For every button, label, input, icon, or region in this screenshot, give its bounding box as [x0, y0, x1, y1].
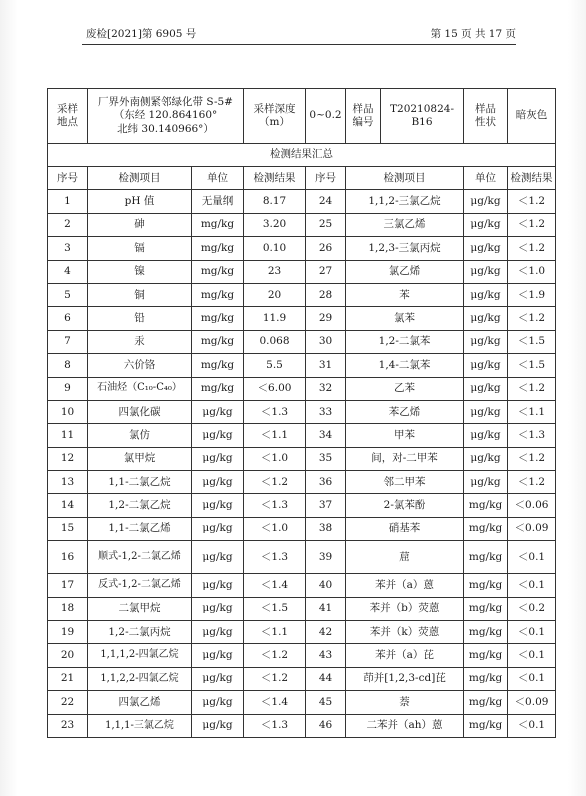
test-item: 苯并（a）蒽	[346, 574, 464, 597]
col-header-no-1: 序号	[48, 167, 88, 190]
test-item: 萘	[346, 691, 464, 714]
table-row	[48, 447, 556, 470]
unit: mg/kg	[464, 691, 508, 714]
result: ＜1.0	[508, 260, 556, 283]
row-number: 46	[306, 714, 346, 737]
test-item: 铜	[88, 283, 192, 306]
table-row	[48, 260, 556, 283]
test-item: 1,2-二氯乙烷	[88, 494, 192, 517]
result: ＜1.2	[508, 447, 556, 470]
test-item: 氯甲烷	[88, 447, 192, 470]
table-row	[48, 400, 556, 423]
row-number: 11	[48, 424, 88, 447]
test-item: 1,1,1,2-四氯乙烷	[88, 644, 192, 667]
test-item: 四氯化碳	[88, 400, 192, 423]
result: ＜1.0	[244, 517, 306, 540]
row-number: 5	[48, 283, 88, 306]
row-number: 6	[48, 307, 88, 330]
test-item: 汞	[88, 330, 192, 353]
unit: mg/kg	[192, 237, 244, 260]
sample-number-label: 样品 编号	[346, 89, 381, 143]
row-number: 2	[48, 213, 88, 236]
result: ＜1.2	[508, 377, 556, 400]
test-item: 铅	[88, 307, 192, 330]
page-info: 第 15 页 共 17 页	[430, 28, 516, 40]
unit: μg/kg	[464, 237, 508, 260]
table-row	[48, 354, 556, 377]
page-header	[86, 26, 516, 41]
result: ＜1.2	[508, 237, 556, 260]
table-row	[48, 190, 556, 213]
unit: mg/kg	[464, 597, 508, 620]
test-item: 邻二甲苯	[346, 471, 464, 494]
table-row	[48, 597, 556, 620]
row-number: 14	[48, 494, 88, 517]
test-item: 氯苯	[346, 307, 464, 330]
unit: μg/kg	[192, 714, 244, 737]
result: ＜1.2	[508, 471, 556, 494]
result: ＜1.2	[244, 667, 306, 690]
test-item: 1,2,3-三氯丙烷	[346, 237, 464, 260]
unit: μg/kg	[192, 400, 244, 423]
row-number: 23	[48, 714, 88, 737]
row-number: 43	[306, 644, 346, 667]
table-row	[48, 541, 556, 574]
unit: μg/kg	[192, 597, 244, 620]
sample-number-cell	[346, 89, 464, 144]
row-number: 20	[48, 644, 88, 667]
result: 23	[244, 260, 306, 283]
row-number: 17	[48, 574, 88, 597]
result: ＜1.1	[244, 621, 306, 644]
row-number: 24	[306, 190, 346, 213]
result: 5.5	[244, 354, 306, 377]
row-number: 15	[48, 517, 88, 540]
row-number: 8	[48, 354, 88, 377]
result: ＜1.2	[244, 471, 306, 494]
result: ＜0.06	[508, 494, 556, 517]
result: ＜0.09	[508, 691, 556, 714]
row-number: 12	[48, 447, 88, 470]
result: 3.20	[244, 213, 306, 236]
table-row	[48, 237, 556, 260]
result: 0.10	[244, 237, 306, 260]
unit: μg/kg	[464, 307, 508, 330]
test-item: 苯	[346, 283, 464, 306]
unit: mg/kg	[464, 667, 508, 690]
row-number: 29	[306, 307, 346, 330]
test-item: 䓛	[346, 541, 464, 574]
unit: μg/kg	[192, 424, 244, 447]
row-number: 39	[306, 541, 346, 574]
test-item: 1,1,2,2-四氯乙烷	[88, 667, 192, 690]
row-number: 21	[48, 667, 88, 690]
unit: mg/kg	[192, 330, 244, 353]
report-number: 废检[2021]第 6905 号	[86, 28, 197, 40]
test-item: 1,1,1-三氯乙烷	[88, 714, 192, 737]
test-item: 氯乙烯	[346, 260, 464, 283]
table-row	[48, 213, 556, 236]
result: ＜1.2	[508, 190, 556, 213]
unit: μg/kg	[192, 517, 244, 540]
unit: μg/kg	[192, 621, 244, 644]
result: ＜1.3	[244, 714, 306, 737]
table-row	[48, 377, 556, 400]
unit: mg/kg	[192, 354, 244, 377]
unit: mg/kg	[464, 541, 508, 574]
unit: μg/kg	[192, 541, 244, 574]
unit: μg/kg	[192, 494, 244, 517]
test-item: 三氯乙烯	[346, 213, 464, 236]
result: ＜1.2	[508, 307, 556, 330]
test-item: pH 值	[88, 190, 192, 213]
sample-info-row	[48, 89, 556, 144]
table-row	[48, 494, 556, 517]
unit: μg/kg	[464, 400, 508, 423]
result: ＜0.1	[508, 644, 556, 667]
results-table	[47, 88, 556, 738]
unit: μg/kg	[464, 330, 508, 353]
test-item: 镉	[88, 237, 192, 260]
test-item: 甲苯	[346, 424, 464, 447]
test-item: 二苯并（ah）蒽	[346, 714, 464, 737]
unit: mg/kg	[464, 574, 508, 597]
result: ＜1.5	[508, 330, 556, 353]
result: ＜6.00	[244, 377, 306, 400]
col-header-item-2: 检测项目	[346, 167, 464, 190]
result: 20	[244, 283, 306, 306]
result: ＜1.1	[508, 400, 556, 423]
site-value: 厂界外南侧紧邻绿化带 S-5# （东经 120.864160° 北纬 30.140966°）	[88, 89, 244, 144]
row-number: 10	[48, 400, 88, 423]
test-item: 苯并（k）荧蒽	[346, 621, 464, 644]
result: 8.17	[244, 190, 306, 213]
result: ＜1.1	[244, 424, 306, 447]
result: ＜1.5	[508, 354, 556, 377]
result: ＜1.3	[244, 541, 306, 574]
unit: mg/kg	[464, 517, 508, 540]
row-number: 32	[306, 377, 346, 400]
row-number: 3	[48, 237, 88, 260]
result: ＜0.1	[508, 667, 556, 690]
result: 11.9	[244, 307, 306, 330]
test-item: 1,1-二氯乙烯	[88, 517, 192, 540]
unit: μg/kg	[464, 377, 508, 400]
test-item: 间，对-二甲苯	[346, 447, 464, 470]
row-number: 16	[48, 541, 88, 574]
unit: μg/kg	[464, 213, 508, 236]
unit: μg/kg	[464, 283, 508, 306]
row-number: 13	[48, 471, 88, 494]
site-label: 采样 地点	[48, 89, 88, 144]
unit: μg/kg	[192, 447, 244, 470]
result: ＜0.2	[508, 597, 556, 620]
test-item: 氯仿	[88, 424, 192, 447]
result: ＜0.1	[508, 574, 556, 597]
test-item: 苯并（b）荧蒽	[346, 597, 464, 620]
table-row	[48, 471, 556, 494]
row-number: 1	[48, 190, 88, 213]
table-row	[48, 283, 556, 306]
row-number: 37	[306, 494, 346, 517]
summary-title-row	[48, 144, 556, 167]
unit: 无量纲	[192, 190, 244, 213]
unit: μg/kg	[192, 644, 244, 667]
summary-title: 检测结果汇总	[48, 144, 556, 167]
unit: μg/kg	[464, 424, 508, 447]
sample-number-value: T20210824-B16	[390, 102, 455, 128]
table-row	[48, 621, 556, 644]
row-number: 27	[306, 260, 346, 283]
result: ＜1.5	[244, 597, 306, 620]
test-item: 硝基苯	[346, 517, 464, 540]
table-row	[48, 644, 556, 667]
row-number: 35	[306, 447, 346, 470]
row-number: 7	[48, 330, 88, 353]
row-number: 18	[48, 597, 88, 620]
test-item: 1,2-二氯丙烷	[88, 621, 192, 644]
nature-label: 样品 性状	[464, 89, 508, 144]
unit: μg/kg	[192, 574, 244, 597]
result: ＜1.2	[508, 213, 556, 236]
result: ＜0.1	[508, 621, 556, 644]
test-item: 二氯甲烷	[88, 597, 192, 620]
unit: μg/kg	[192, 667, 244, 690]
test-item: 四氯乙烯	[88, 691, 192, 714]
test-item: 六价铬	[88, 354, 192, 377]
result: ＜1.4	[244, 574, 306, 597]
unit: μg/kg	[192, 691, 244, 714]
test-item: 石油烃（C₁₀-C₄₀）	[88, 377, 192, 400]
test-item: 苯乙烯	[346, 400, 464, 423]
test-item: 乙苯	[346, 377, 464, 400]
unit: μg/kg	[464, 190, 508, 213]
unit: mg/kg	[464, 714, 508, 737]
row-number: 4	[48, 260, 88, 283]
table-row	[48, 667, 556, 690]
test-item: 1,4-二氯苯	[346, 354, 464, 377]
test-item: 顺式-1,2-二氯乙烯	[88, 541, 192, 574]
row-number: 28	[306, 283, 346, 306]
unit: μg/kg	[464, 471, 508, 494]
col-header-unit-2: 单位	[464, 167, 508, 190]
column-header-row	[48, 167, 556, 190]
test-item: 2-氯苯酚	[346, 494, 464, 517]
table-row	[48, 714, 556, 737]
result: ＜1.3	[244, 400, 306, 423]
result: ＜1.3	[508, 424, 556, 447]
unit: mg/kg	[192, 377, 244, 400]
row-number: 42	[306, 621, 346, 644]
result: ＜0.1	[508, 714, 556, 737]
unit: μg/kg	[464, 260, 508, 283]
header-divider	[82, 44, 516, 45]
row-number: 25	[306, 213, 346, 236]
depth-label: 采样深度 （m）	[244, 89, 306, 144]
test-item: 苯并（a）芘	[346, 644, 464, 667]
row-number: 22	[48, 691, 88, 714]
result: ＜1.0	[244, 447, 306, 470]
row-number: 9	[48, 377, 88, 400]
row-number: 41	[306, 597, 346, 620]
unit: μg/kg	[192, 471, 244, 494]
result: ＜1.9	[508, 283, 556, 306]
table-row	[48, 424, 556, 447]
col-header-result-2: 检测结果	[508, 167, 556, 190]
row-number: 26	[306, 237, 346, 260]
test-item: 砷	[88, 213, 192, 236]
unit: mg/kg	[464, 621, 508, 644]
unit: mg/kg	[464, 494, 508, 517]
result: ＜0.1	[508, 541, 556, 574]
col-header-result-1: 检测结果	[244, 167, 306, 190]
row-number: 40	[306, 574, 346, 597]
unit: mg/kg	[192, 213, 244, 236]
test-item: 1,1-二氯乙烷	[88, 471, 192, 494]
col-header-item-1: 检测项目	[88, 167, 192, 190]
unit: μg/kg	[464, 447, 508, 470]
row-number: 19	[48, 621, 88, 644]
col-header-no-2: 序号	[306, 167, 346, 190]
unit: μg/kg	[464, 354, 508, 377]
table-row	[48, 517, 556, 540]
result: ＜1.4	[244, 691, 306, 714]
result: ＜1.3	[244, 494, 306, 517]
test-item: 1,2-二氯苯	[346, 330, 464, 353]
result: ＜0.09	[508, 517, 556, 540]
test-item: 茚并[1,2,3-cd]芘	[346, 667, 464, 690]
table-row	[48, 691, 556, 714]
row-number: 30	[306, 330, 346, 353]
table-row	[48, 307, 556, 330]
unit: mg/kg	[192, 307, 244, 330]
unit: mg/kg	[192, 283, 244, 306]
test-item: 1,1,2-三氯乙烷	[346, 190, 464, 213]
result: 0.068	[244, 330, 306, 353]
test-item: 镍	[88, 260, 192, 283]
row-number: 44	[306, 667, 346, 690]
row-number: 36	[306, 471, 346, 494]
table-row	[48, 574, 556, 597]
nature-value: 暗灰色	[508, 89, 556, 144]
row-number: 34	[306, 424, 346, 447]
depth-value: 0~0.2	[306, 89, 346, 144]
row-number: 31	[306, 354, 346, 377]
table-row	[48, 330, 556, 353]
row-number: 38	[306, 517, 346, 540]
col-header-unit-1: 单位	[192, 167, 244, 190]
test-item: 反式-1,2-二氯乙烯	[88, 574, 192, 597]
unit: mg/kg	[192, 260, 244, 283]
row-number: 33	[306, 400, 346, 423]
result: ＜1.2	[244, 644, 306, 667]
unit: mg/kg	[464, 644, 508, 667]
row-number: 45	[306, 691, 346, 714]
